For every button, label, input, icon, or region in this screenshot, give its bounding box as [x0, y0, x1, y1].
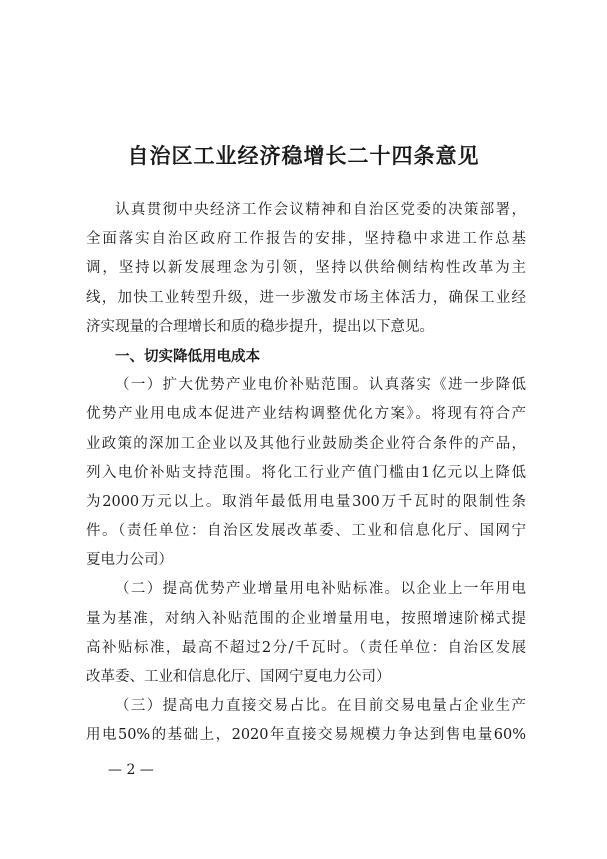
page-number: — 2 —: [108, 762, 154, 778]
paragraph-line: 量为基准，对纳入补贴范围的企业增量用电，按照增速阶梯式提: [86, 610, 526, 627]
paragraph-line: 列入电价补贴支持范围。将化工行业产值门槛由1亿元以上降低: [86, 464, 526, 481]
document-body: [86, 196, 526, 751]
paragraph-line: （二）提高优势产业增量用电补贴标准。以企业上一年用电: [115, 581, 526, 598]
paragraph-line: 全面落实自治区政府工作报告的安排，坚持稳中求进工作总基: [86, 231, 526, 248]
section-heading: 一、切实降低用电成本: [115, 347, 260, 365]
paragraph-line: （三）提高电力直接交易占比。在目前交易电量占企业生产: [115, 698, 526, 715]
document-title: 自治区工业经济稳增长二十四条意见: [127, 143, 480, 168]
paragraph-line: 济实现量的合理增长和质的稳步提升，提出以下意见。: [86, 318, 434, 335]
paragraph-line: 认真贯彻中央经济工作会议精神和自治区党委的决策部署，: [115, 202, 526, 218]
paragraph-line: （一）扩大优势产业电价补贴范围。认真落实《进一步降低: [115, 377, 526, 394]
paragraph-line: 改革委、工业和信息化厅、国网宁夏电力公司）: [86, 669, 391, 685]
paragraph-line: 用电50%的基础上，2020年直接交易规模力争达到售电量60%: [86, 727, 526, 744]
paragraph-line: 高补贴标准，最高不超过2分/千瓦时。（责任单位：自治区发展: [86, 639, 526, 656]
paragraph-line: 夏电力公司）: [86, 552, 173, 569]
paragraph-line: 为2000万元以上。取消年最低用电量300万千瓦时的限制性条: [86, 493, 526, 510]
paragraph-line: 线，加快工业转型升级，进一步激发市场主体活力，确保工业经: [86, 289, 526, 306]
paragraph-line: 件。（责任单位：自治区发展改革委、工业和信息化厅、国网宁: [86, 523, 526, 540]
paragraph-line: 业政策的深加工企业以及其他行业鼓励类企业符合条件的产品，: [86, 435, 526, 452]
paragraph-line: 调，坚持以新发展理念为引领，坚持以供给侧结构性改革为主: [86, 260, 526, 277]
paragraph-line: 优势产业用电成本促进产业结构调整优化方案》。将现有符合产: [86, 406, 526, 423]
